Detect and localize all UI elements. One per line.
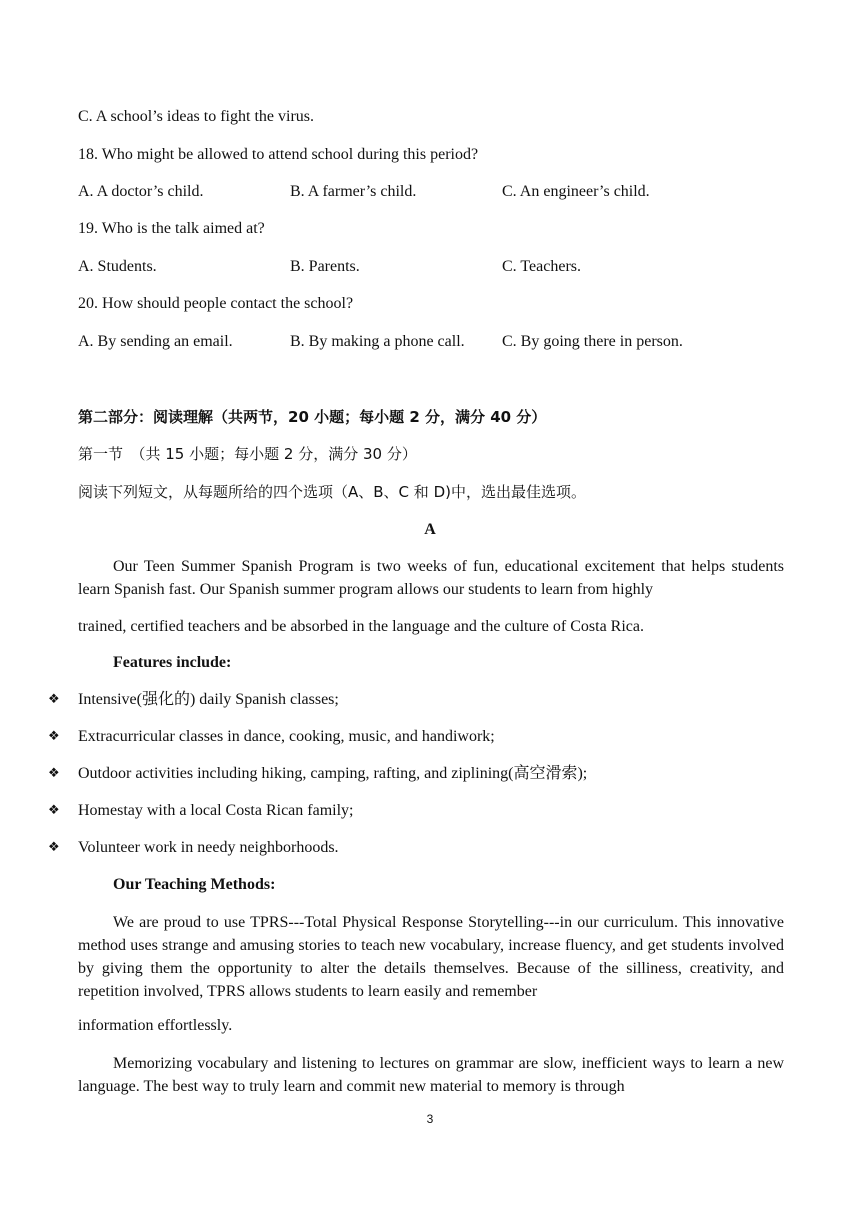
feature-item: Homestay with a local Costa Rican family; (78, 802, 354, 819)
q18-option-a: A. A doctor’s child. (78, 183, 204, 200)
section-heading: 第一节 （共 15 小题；每小题 2 分，满分 30 分） (78, 445, 417, 463)
q20-option-c: C. By going there in person. (502, 333, 683, 350)
diamond-bullet-icon: ❖ (48, 803, 60, 818)
passage-letter: A (424, 521, 436, 538)
q17-option-c: C. A school’s ideas to fight the virus. (78, 108, 314, 125)
part-heading: 第二部分：阅读理解（共两节，20 小题；每小题 2 分，满分 40 分） (78, 408, 547, 426)
diamond-bullet-icon: ❖ (48, 692, 60, 707)
q20-option-b: B. By making a phone call. (290, 333, 465, 350)
methods-heading: Our Teaching Methods: (113, 876, 276, 893)
q18-question: 18. Who might be allowed to attend school during this period? (78, 146, 479, 163)
passage-paragraph-3: Memorizing vocabulary and listening to lectures on grammar are slow, inefficient ways to learn a new language. The best way to truly learn and commit new material to memory is through (78, 1055, 784, 1095)
passage-paragraph-2: We are proud to use TPRS---Total Physical Response Storytelling---in our curriculum. This innovative method uses strange and amusing stories to teach new vocabulary, increase fluency, and get students involved by giving them the opportunity to alter the details themselves. Because of the silliness, creativity, and repetition involved, TPRS allows students to learn easily and remember (78, 914, 784, 1000)
feature-item: Volunteer work in needy neighborhoods. (78, 839, 339, 856)
feature-item: Extracurricular classes in dance, cooking, music, and handiwork; (78, 728, 495, 745)
diamond-bullet-icon: ❖ (48, 729, 60, 744)
q18-option-c: C. An engineer’s child. (502, 183, 650, 200)
q19-option-a: A. Students. (78, 258, 157, 275)
feature-item: Intensive(强化的) daily Spanish classes; (78, 691, 339, 708)
q20-option-a: A. By sending an email. (78, 333, 233, 350)
page-number: 3 (426, 1112, 434, 1126)
instructions: 阅读下列短文，从每题所给的四个选项（A、B、C 和 D)中，选出最佳选项。 (78, 483, 586, 501)
feature-item: Outdoor activities including hiking, camping, rafting, and ziplining(高空滑索); (78, 765, 588, 782)
q19-question: 19. Who is the talk aimed at? (78, 220, 265, 237)
passage-paragraph-2-tail: information effortlessly. (78, 1017, 233, 1034)
diamond-bullet-icon: ❖ (48, 840, 60, 855)
q19-option-c: C. Teachers. (502, 258, 581, 275)
q19-option-b: B. Parents. (290, 258, 360, 275)
features-heading: Features include: (113, 654, 232, 671)
diamond-bullet-icon: ❖ (48, 766, 60, 781)
passage-paragraph-1-tail: trained, certified teachers and be absorbed in the language and the culture of Costa Rica. (78, 618, 644, 635)
q18-option-b: B. A farmer’s child. (290, 183, 417, 200)
passage-paragraph-1: Our Teen Summer Spanish Program is two weeks of fun, educational excitement that helps students learn Spanish fast. Our Spanish summer program allows our students to learn from highly (78, 558, 784, 598)
q20-question: 20. How should people contact the school? (78, 295, 354, 312)
